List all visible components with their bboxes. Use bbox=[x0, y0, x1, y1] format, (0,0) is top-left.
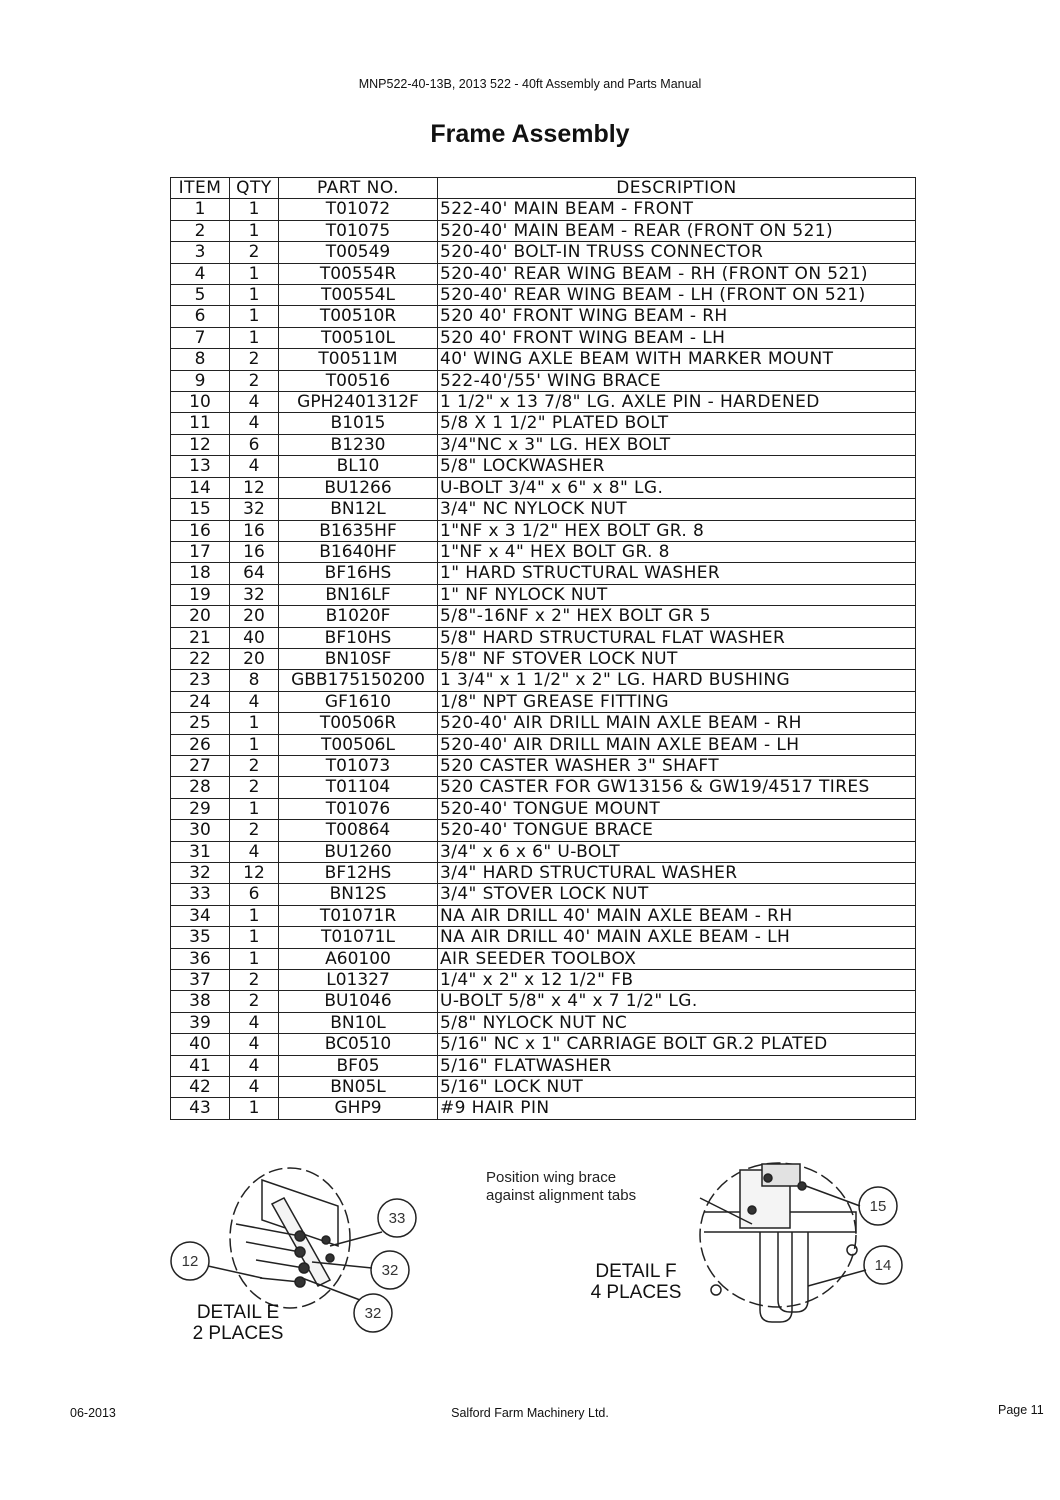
quantity-cell: 12 bbox=[230, 477, 279, 498]
parts-table bbox=[170, 177, 916, 1120]
item-number-cell: 34 bbox=[171, 905, 230, 926]
detail-f-u-bolt bbox=[760, 1232, 792, 1322]
quantity-cell: 4 bbox=[230, 691, 279, 712]
quantity-cell: 1 bbox=[230, 1098, 279, 1119]
part-number-cell: T00510L bbox=[279, 327, 438, 348]
part-number-cell: BN10SF bbox=[279, 648, 438, 669]
table-row bbox=[171, 948, 916, 969]
description-cell: 1"NF x 4" HEX BOLT GR. 8 bbox=[438, 541, 916, 562]
column-header-description: DESCRIPTION bbox=[438, 178, 916, 199]
description-cell: 522-40'/55' WING BRACE bbox=[438, 370, 916, 391]
part-number-cell: BU1266 bbox=[279, 477, 438, 498]
item-number-cell: 10 bbox=[171, 392, 230, 413]
item-number-cell: 2 bbox=[171, 220, 230, 241]
detail-e-nut bbox=[299, 1263, 309, 1273]
table-row bbox=[171, 627, 916, 648]
description-cell: 520 CASTER WASHER 3" SHAFT bbox=[438, 755, 916, 776]
quantity-cell: 2 bbox=[230, 777, 279, 798]
quantity-cell: 64 bbox=[230, 563, 279, 584]
item-number-cell: 8 bbox=[171, 349, 230, 370]
part-number-cell: GHP9 bbox=[279, 1098, 438, 1119]
description-cell: 5/8" NYLOCK NUT NC bbox=[438, 1012, 916, 1033]
item-number-cell: 19 bbox=[171, 584, 230, 605]
detail-f-nut bbox=[798, 1182, 806, 1190]
table-row bbox=[171, 691, 916, 712]
description-cell: 40' WING AXLE BEAM WITH MARKER MOUNT bbox=[438, 349, 916, 370]
item-number-cell: 37 bbox=[171, 970, 230, 991]
table-row bbox=[171, 1034, 916, 1055]
footer-date: 06-2013 bbox=[70, 1406, 116, 1420]
part-number-cell: BN12S bbox=[279, 884, 438, 905]
part-number-cell: T01073 bbox=[279, 755, 438, 776]
part-number-cell: BF12HS bbox=[279, 863, 438, 884]
description-cell: 5/8" LOCKWASHER bbox=[438, 456, 916, 477]
part-number-cell: B1020F bbox=[279, 606, 438, 627]
description-cell: 5/8" NF STOVER LOCK NUT bbox=[438, 648, 916, 669]
balloon-32-label: 32 bbox=[364, 1305, 382, 1322]
quantity-cell: 1 bbox=[230, 927, 279, 948]
description-cell: 1"NF x 3 1/2" HEX BOLT GR. 8 bbox=[438, 520, 916, 541]
part-number-cell: B1635HF bbox=[279, 520, 438, 541]
table-row bbox=[171, 349, 916, 370]
quantity-cell: 1 bbox=[230, 263, 279, 284]
table-row bbox=[171, 648, 916, 669]
item-number-cell: 38 bbox=[171, 991, 230, 1012]
item-number-cell: 5 bbox=[171, 285, 230, 306]
quantity-cell: 1 bbox=[230, 327, 279, 348]
description-cell: AIR SEEDER TOOLBOX bbox=[438, 948, 916, 969]
quantity-cell: 6 bbox=[230, 884, 279, 905]
balloon-32-label: 32 bbox=[381, 1262, 399, 1279]
description-cell: 3/4"NC x 3" LG. HEX BOLT bbox=[438, 434, 916, 455]
table-row bbox=[171, 584, 916, 605]
quantity-cell: 8 bbox=[230, 670, 279, 691]
part-number-cell: T00511M bbox=[279, 349, 438, 370]
quantity-cell: 1 bbox=[230, 306, 279, 327]
item-number-cell: 25 bbox=[171, 713, 230, 734]
table-row bbox=[171, 285, 916, 306]
item-number-cell: 15 bbox=[171, 499, 230, 520]
part-number-cell: B1230 bbox=[279, 434, 438, 455]
column-header-part-no: PART NO. bbox=[279, 178, 438, 199]
detail-f-caption bbox=[576, 1261, 696, 1303]
quantity-cell: 1 bbox=[230, 948, 279, 969]
item-number-cell: 40 bbox=[171, 1034, 230, 1055]
item-number-cell: 4 bbox=[171, 263, 230, 284]
detail-f-note-line1: Position wing brace bbox=[486, 1169, 617, 1186]
table-row bbox=[171, 713, 916, 734]
detail-f-drawing bbox=[700, 1163, 902, 1322]
quantity-cell: 16 bbox=[230, 541, 279, 562]
item-number-cell: 31 bbox=[171, 841, 230, 862]
quantity-cell: 1 bbox=[230, 798, 279, 819]
table-row bbox=[171, 820, 916, 841]
table-row bbox=[171, 520, 916, 541]
description-cell: 5/16" LOCK NUT bbox=[438, 1077, 916, 1098]
item-number-cell: 39 bbox=[171, 1012, 230, 1033]
quantity-cell: 1 bbox=[230, 905, 279, 926]
balloon-33-label: 33 bbox=[388, 1210, 406, 1227]
quantity-cell: 2 bbox=[230, 991, 279, 1012]
description-cell: #9 HAIR PIN bbox=[438, 1098, 916, 1119]
description-cell: 3/4" HARD STRUCTURAL WASHER bbox=[438, 863, 916, 884]
description-cell: 520-40' REAR WING BEAM - LH (FRONT ON 521) bbox=[438, 285, 916, 306]
balloon-15-label: 15 bbox=[869, 1198, 887, 1215]
table-row bbox=[171, 1098, 916, 1119]
description-cell: 1" NF NYLOCK NUT bbox=[438, 584, 916, 605]
item-number-cell: 26 bbox=[171, 734, 230, 755]
detail-f-wheel bbox=[847, 1245, 857, 1255]
part-number-cell: T00506L bbox=[279, 734, 438, 755]
table-row bbox=[171, 798, 916, 819]
detail-e-nut bbox=[295, 1231, 305, 1241]
quantity-cell: 4 bbox=[230, 392, 279, 413]
item-number-cell: 30 bbox=[171, 820, 230, 841]
item-number-cell: 17 bbox=[171, 541, 230, 562]
part-number-cell: T01075 bbox=[279, 220, 438, 241]
quantity-cell: 32 bbox=[230, 499, 279, 520]
part-number-cell: BN05L bbox=[279, 1077, 438, 1098]
quantity-cell: 4 bbox=[230, 456, 279, 477]
table-header-row bbox=[171, 178, 916, 199]
table-row bbox=[171, 541, 916, 562]
part-number-cell: BL10 bbox=[279, 456, 438, 477]
detail-e-nut bbox=[326, 1254, 334, 1262]
detail-f-note bbox=[486, 1169, 636, 1205]
item-number-cell: 28 bbox=[171, 777, 230, 798]
table-row bbox=[171, 434, 916, 455]
part-number-cell: T00510R bbox=[279, 306, 438, 327]
detail-f-wheel bbox=[711, 1285, 721, 1295]
part-number-cell: BN12L bbox=[279, 499, 438, 520]
part-number-cell: B1015 bbox=[279, 413, 438, 434]
description-cell: 5/8" HARD STRUCTURAL FLAT WASHER bbox=[438, 627, 916, 648]
item-number-cell: 11 bbox=[171, 413, 230, 434]
part-number-cell: BF10HS bbox=[279, 627, 438, 648]
description-cell: 522-40' MAIN BEAM - FRONT bbox=[438, 199, 916, 220]
table-row bbox=[171, 392, 916, 413]
item-number-cell: 36 bbox=[171, 948, 230, 969]
table-row bbox=[171, 220, 916, 241]
quantity-cell: 20 bbox=[230, 606, 279, 627]
part-number-cell: BU1260 bbox=[279, 841, 438, 862]
description-cell: 1 3/4" x 1 1/2" x 2" LG. HARD BUSHING bbox=[438, 670, 916, 691]
table-row bbox=[171, 1077, 916, 1098]
part-number-cell: T01104 bbox=[279, 777, 438, 798]
part-number-cell: BF05 bbox=[279, 1055, 438, 1076]
quantity-cell: 2 bbox=[230, 349, 279, 370]
description-cell: 1/4" x 2" x 12 1/2" FB bbox=[438, 970, 916, 991]
part-number-cell: T01072 bbox=[279, 199, 438, 220]
part-number-cell: T01071L bbox=[279, 927, 438, 948]
item-number-cell: 14 bbox=[171, 477, 230, 498]
part-number-cell: BF16HS bbox=[279, 563, 438, 584]
quantity-cell: 40 bbox=[230, 627, 279, 648]
quantity-cell: 2 bbox=[230, 970, 279, 991]
item-number-cell: 32 bbox=[171, 863, 230, 884]
description-cell: 520-40' MAIN BEAM - REAR (FRONT ON 521) bbox=[438, 220, 916, 241]
detail-f-leader-15 bbox=[806, 1186, 860, 1206]
description-cell: 3/4" NC NYLOCK NUT bbox=[438, 499, 916, 520]
item-number-cell: 33 bbox=[171, 884, 230, 905]
balloon-12-label: 12 bbox=[181, 1253, 199, 1270]
part-number-cell: T01076 bbox=[279, 798, 438, 819]
detail-f-leader-14 bbox=[808, 1270, 866, 1286]
table-row bbox=[171, 863, 916, 884]
footer-page-number: Page 11 bbox=[998, 1403, 1044, 1417]
table-row bbox=[171, 242, 916, 263]
table-row bbox=[171, 606, 916, 627]
table-row bbox=[171, 306, 916, 327]
part-number-cell: T00554R bbox=[279, 263, 438, 284]
description-cell: 520 CASTER FOR GW13156 & GW19/4517 TIRES bbox=[438, 777, 916, 798]
page-header: MNP522-40-13B, 2013 522 - 40ft Assembly and Parts Manual bbox=[358, 77, 702, 91]
part-number-cell: T00549 bbox=[279, 242, 438, 263]
table-row bbox=[171, 841, 916, 862]
table-row bbox=[171, 905, 916, 926]
quantity-cell: 4 bbox=[230, 841, 279, 862]
part-number-cell: GBB175150200 bbox=[279, 670, 438, 691]
quantity-cell: 2 bbox=[230, 755, 279, 776]
quantity-cell: 1 bbox=[230, 199, 279, 220]
part-number-cell: BC0510 bbox=[279, 1034, 438, 1055]
table-row bbox=[171, 563, 916, 584]
detail-f-balloon-labels bbox=[870, 1198, 892, 1274]
part-number-cell: BU1046 bbox=[279, 991, 438, 1012]
table-row bbox=[171, 477, 916, 498]
description-cell: 520 40' FRONT WING BEAM - LH bbox=[438, 327, 916, 348]
table-row bbox=[171, 670, 916, 691]
table-row bbox=[171, 927, 916, 948]
detail-e-nut bbox=[295, 1247, 305, 1257]
quantity-cell: 4 bbox=[230, 1077, 279, 1098]
quantity-cell: 1 bbox=[230, 734, 279, 755]
table-row bbox=[171, 884, 916, 905]
description-cell: 3/4" x 6 x 6" U-BOLT bbox=[438, 841, 916, 862]
detail-f-note-line2: against alignment tabs bbox=[486, 1187, 637, 1204]
item-number-cell: 29 bbox=[171, 798, 230, 819]
detail-e-nut bbox=[322, 1236, 330, 1244]
table-row bbox=[171, 456, 916, 477]
quantity-cell: 2 bbox=[230, 820, 279, 841]
parts-table-body bbox=[171, 199, 916, 1119]
item-number-cell: 22 bbox=[171, 648, 230, 669]
column-header-item: ITEM bbox=[171, 178, 230, 199]
item-number-cell: 20 bbox=[171, 606, 230, 627]
item-number-cell: 7 bbox=[171, 327, 230, 348]
detail-f-u-bolt bbox=[778, 1232, 808, 1312]
table-row bbox=[171, 370, 916, 391]
detail-f-caption-line2: 4 PLACES bbox=[590, 1282, 682, 1303]
table-row bbox=[171, 499, 916, 520]
table-row bbox=[171, 777, 916, 798]
quantity-cell: 1 bbox=[230, 220, 279, 241]
detail-e-caption-line1: DETAIL E bbox=[196, 1302, 280, 1323]
table-row bbox=[171, 413, 916, 434]
part-number-cell: T00506R bbox=[279, 713, 438, 734]
part-number-cell: T00864 bbox=[279, 820, 438, 841]
description-cell: NA AIR DRILL 40' MAIN AXLE BEAM - LH bbox=[438, 927, 916, 948]
description-cell: 520-40' TONGUE BRACE bbox=[438, 820, 916, 841]
detail-f-nut bbox=[748, 1206, 756, 1214]
part-number-cell: A60100 bbox=[279, 948, 438, 969]
quantity-cell: 4 bbox=[230, 1055, 279, 1076]
item-number-cell: 18 bbox=[171, 563, 230, 584]
description-cell: 5/16" NC x 1" CARRIAGE BOLT GR.2 PLATED bbox=[438, 1034, 916, 1055]
description-cell: 520-40' TONGUE MOUNT bbox=[438, 798, 916, 819]
description-cell: 520-40' BOLT-IN TRUSS CONNECTOR bbox=[438, 242, 916, 263]
detail-f-nut bbox=[764, 1174, 772, 1182]
part-number-cell: T00554L bbox=[279, 285, 438, 306]
item-number-cell: 27 bbox=[171, 755, 230, 776]
part-number-cell: GPH2401312F bbox=[279, 392, 438, 413]
table-row bbox=[171, 734, 916, 755]
part-number-cell: L01327 bbox=[279, 970, 438, 991]
table-row bbox=[171, 970, 916, 991]
quantity-cell: 6 bbox=[230, 434, 279, 455]
table-row bbox=[171, 755, 916, 776]
description-cell: 520-40' AIR DRILL MAIN AXLE BEAM - LH bbox=[438, 734, 916, 755]
item-number-cell: 21 bbox=[171, 627, 230, 648]
description-cell: 3/4" STOVER LOCK NUT bbox=[438, 884, 916, 905]
part-number-cell: BN10L bbox=[279, 1012, 438, 1033]
description-cell: 5/16" FLATWASHER bbox=[438, 1055, 916, 1076]
quantity-cell: 16 bbox=[230, 520, 279, 541]
description-cell: 520-40' AIR DRILL MAIN AXLE BEAM - RH bbox=[438, 713, 916, 734]
item-number-cell: 23 bbox=[171, 670, 230, 691]
description-cell: 1 1/2" x 13 7/8" LG. AXLE PIN - HARDENED bbox=[438, 392, 916, 413]
item-number-cell: 1 bbox=[171, 199, 230, 220]
column-header-qty: QTY bbox=[230, 178, 279, 199]
quantity-cell: 4 bbox=[230, 1034, 279, 1055]
detail-e-caption-line2: 2 PLACES bbox=[192, 1323, 284, 1344]
quantity-cell: 4 bbox=[230, 1012, 279, 1033]
item-number-cell: 13 bbox=[171, 456, 230, 477]
item-number-cell: 16 bbox=[171, 520, 230, 541]
detail-f-caption-line1: DETAIL F bbox=[595, 1261, 677, 1282]
quantity-cell: 2 bbox=[230, 370, 279, 391]
detail-e-leader-32 bbox=[302, 1278, 360, 1300]
balloon-14-label: 14 bbox=[874, 1257, 892, 1274]
quantity-cell: 4 bbox=[230, 413, 279, 434]
description-cell: 1" HARD STRUCTURAL WASHER bbox=[438, 563, 916, 584]
quantity-cell: 1 bbox=[230, 285, 279, 306]
item-number-cell: 3 bbox=[171, 242, 230, 263]
table-row bbox=[171, 199, 916, 220]
table-row bbox=[171, 263, 916, 284]
item-number-cell: 35 bbox=[171, 927, 230, 948]
item-number-cell: 43 bbox=[171, 1098, 230, 1119]
table-row bbox=[171, 1012, 916, 1033]
part-number-cell: T00516 bbox=[279, 370, 438, 391]
item-number-cell: 9 bbox=[171, 370, 230, 391]
table-row bbox=[171, 1055, 916, 1076]
description-cell: NA AIR DRILL 40' MAIN AXLE BEAM - RH bbox=[438, 905, 916, 926]
table-row bbox=[171, 327, 916, 348]
part-number-cell: B1640HF bbox=[279, 541, 438, 562]
quantity-cell: 12 bbox=[230, 863, 279, 884]
footer-company: Salford Farm Machinery Ltd. bbox=[451, 1406, 609, 1420]
item-number-cell: 6 bbox=[171, 306, 230, 327]
item-number-cell: 12 bbox=[171, 434, 230, 455]
quantity-cell: 2 bbox=[230, 242, 279, 263]
table-row bbox=[171, 991, 916, 1012]
description-cell: 5/8 X 1 1/2" PLATED BOLT bbox=[438, 413, 916, 434]
description-cell: U-BOLT 3/4" x 6" x 8" LG. bbox=[438, 477, 916, 498]
part-number-cell: BN16LF bbox=[279, 584, 438, 605]
detail-e-caption bbox=[178, 1302, 298, 1344]
quantity-cell: 20 bbox=[230, 648, 279, 669]
description-cell: 5/8"-16NF x 2" HEX BOLT GR 5 bbox=[438, 606, 916, 627]
item-number-cell: 41 bbox=[171, 1055, 230, 1076]
description-cell: 520-40' REAR WING BEAM - RH (FRONT ON 521) bbox=[438, 263, 916, 284]
description-cell: U-BOLT 5/8" x 4" x 7 1/2" LG. bbox=[438, 991, 916, 1012]
page-title: Frame Assembly bbox=[430, 120, 630, 148]
part-number-cell: GF1610 bbox=[279, 691, 438, 712]
quantity-cell: 1 bbox=[230, 713, 279, 734]
description-cell: 1/8" NPT GREASE FITTING bbox=[438, 691, 916, 712]
quantity-cell: 32 bbox=[230, 584, 279, 605]
item-number-cell: 24 bbox=[171, 691, 230, 712]
description-cell: 520 40' FRONT WING BEAM - RH bbox=[438, 306, 916, 327]
item-number-cell: 42 bbox=[171, 1077, 230, 1098]
part-number-cell: T01071R bbox=[279, 905, 438, 926]
